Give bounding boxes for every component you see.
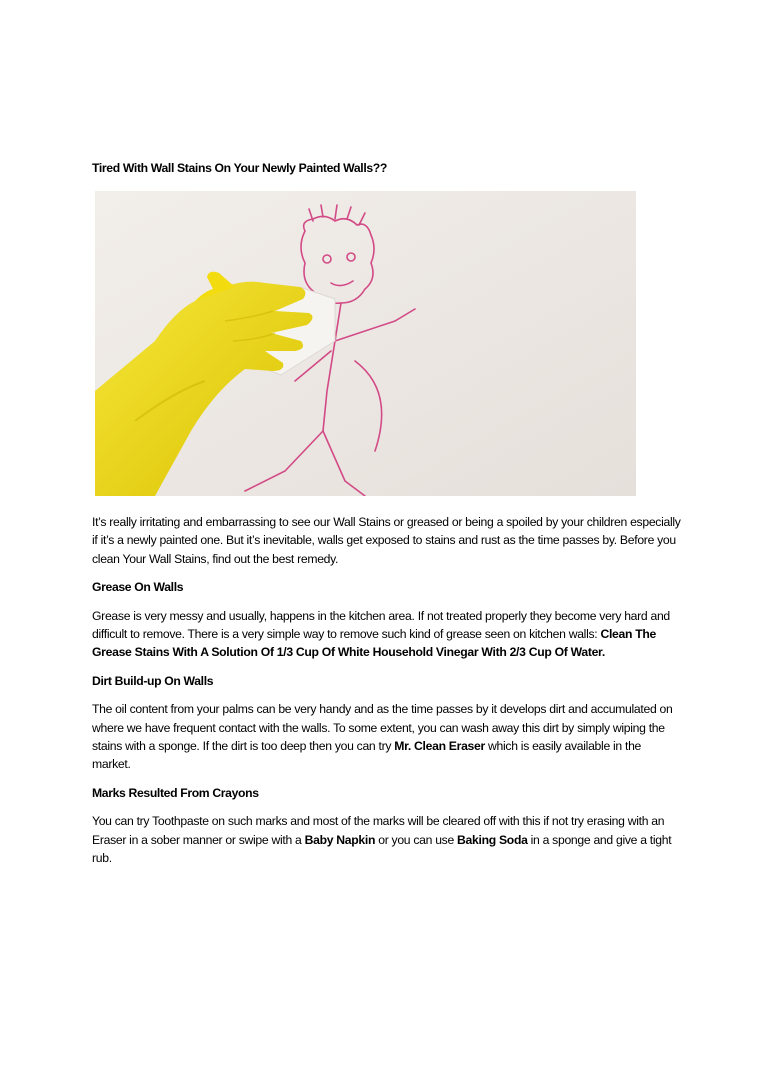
dirt-paragraph [92,700,682,774]
crayons-text-2: or you can use [375,832,458,847]
intro-paragraph: It’s really irritating and embarrassing to see our Wall Stains or greased or being a spoiled by your children especially if it’s a newly painted one. But it’s inevitable, walls get exposed to stains and rust as the time passes by. Before you clean Your Wall Stains, find out the best remedy. [92,515,681,566]
grease-text: Grease is very messy and usually, happens in the kitchen area. If not treated properly they become very hard and difficult to remove. There is a very simple way to remove such kind of grease seen on kitchen walls: [92,608,670,642]
crayons-heading: Marks Resulted From Crayons [92,785,259,800]
grease-remedy: Clean The Grease Stains With A Solution Of 1/3 Cup Of White Household Vinegar With 2/3 Cup Of Water. [92,627,657,660]
dirt-product: Mr. Clean Eraser [394,739,485,754]
article-body [92,513,682,878]
wall-cleaning-photo [95,191,636,496]
dirt-text-after: which is easily available in the market. [92,739,642,772]
crayons-text-3: in a sponge and give a tight rub. [92,832,672,866]
dirt-text: The oil content from your palms can be very handy and as the time passes by it develops dirt and accumulated on where we have frequent contact with the walls. To some extent, you can wash away this dirt by simply wiping the stains with a sponge. If the dirt is too deep then you can try [92,702,673,754]
crayons-paragraph [92,812,682,867]
glove-sponge-illustration [95,191,636,496]
grease-heading: Grease On Walls [92,580,184,595]
grease-paragraph [92,607,682,662]
page-title: Tired With Wall Stains On Your Newly Painted Walls?? [92,161,387,175]
crayons-product-1: Baby Napkin [304,832,376,847]
dirt-heading: Dirt Build-up On Walls [92,673,214,688]
crayons-product-2: Baking Soda [457,832,528,847]
crayons-text-1: You can try Toothpaste on such marks and most of the marks will be cleared off with this if not try erasing with an Eraser in a sober manner or swipe with a [92,814,665,847]
